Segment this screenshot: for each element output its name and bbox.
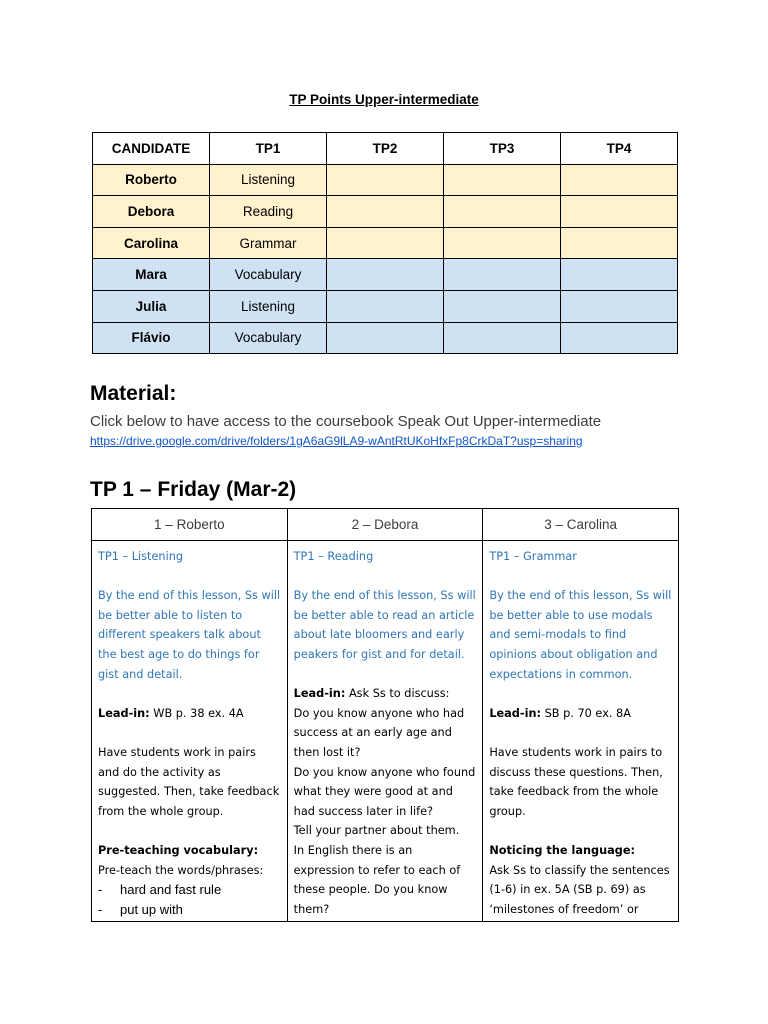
tp1-cell: Grammar	[210, 227, 327, 259]
discussion-question: Do you know anyone who found what they were good at and had success later in life?	[293, 765, 476, 818]
column-header-candidate: CANDIDATE	[93, 133, 210, 165]
discussion-instruction: Tell your partner about them.	[293, 824, 460, 838]
tp2-cell	[327, 322, 444, 354]
vocab-item: hard and fast rule	[120, 882, 222, 898]
plan-body-row	[92, 541, 679, 922]
stage-text: Ask Ss to classify the sentences (1-6) in ex. 5A (SB p. 69) as ‘milestones of freedom’ or	[489, 863, 670, 916]
candidate-name: Debora	[93, 196, 210, 228]
lead-in	[489, 704, 672, 724]
column-header-tp2: TP2	[327, 133, 444, 165]
plan-header-row	[92, 509, 679, 541]
lesson-aim: By the end of this lesson, Ss will be better able to listen to different speakers talk about the best age to do things for gist and detail.	[98, 589, 281, 681]
table-row	[93, 259, 678, 291]
lesson-title: TP1 – Reading	[293, 550, 374, 563]
lead-in-text: Ask Ss to discuss:	[345, 687, 450, 701]
lesson-title: TP1 – Grammar	[489, 550, 577, 563]
candidate-name: Roberto	[93, 164, 210, 196]
tp4-cell	[561, 290, 678, 322]
tp4-cell	[561, 196, 678, 228]
lead-in	[294, 684, 477, 704]
discussion-instruction: In English there is an expression to refer to each of these people. Do you know them?	[293, 843, 461, 916]
coursebook-link[interactable]: https://drive.google.com/drive/folders/1gA6aG9lLA9-wAntRtUKoHfxFp8CrkDaT?usp=sharing	[90, 434, 583, 448]
plan-column-header: 1 – Roberto	[92, 509, 288, 541]
lesson-aim: By the end of this lesson, Ss will be better able to use modals and semi-modals to find opinions about obligation and expectations in common.	[489, 589, 672, 681]
tp3-cell	[444, 164, 561, 196]
tp3-cell	[444, 196, 561, 228]
plan-cell-debora	[287, 541, 483, 922]
column-header-tp3: TP3	[444, 133, 561, 165]
plan-column-header: 3 – Carolina	[483, 509, 679, 541]
tp1-cell: Vocabulary	[210, 322, 327, 354]
plan-cell-roberto	[92, 541, 288, 922]
lead-in-label: Lead-in:	[293, 687, 346, 701]
procedure-text: Have students work in pairs to discuss these questions. Then, take feedback from the whole group.	[489, 745, 663, 818]
table-row	[93, 290, 678, 322]
stage-label: Pre-teaching vocabulary:	[98, 843, 259, 857]
lead-in-text: SB p. 70 ex. 8A	[541, 706, 631, 720]
candidate-name: Julia	[93, 290, 210, 322]
candidate-name: Flávio	[93, 322, 210, 354]
tp1-cell: Listening	[210, 164, 327, 196]
tp4-cell	[561, 259, 678, 291]
plan-column-header: 2 – Debora	[287, 509, 483, 541]
vocab-item: put up with	[120, 901, 183, 917]
tp1-plan-table	[91, 508, 679, 922]
tp1-cell: Reading	[210, 196, 327, 228]
table-header-row	[93, 133, 678, 165]
tp4-cell	[561, 227, 678, 259]
material-description: Click below to have access to the coursebook Speak Out Upper-intermediate	[90, 413, 602, 430]
tp-points-table	[92, 132, 678, 354]
lead-in-label: Lead-in:	[98, 706, 150, 720]
tp3-cell	[444, 259, 561, 291]
table-row	[93, 227, 678, 259]
tp1-heading: TP 1 – Friday (Mar-2)	[90, 478, 297, 501]
lead-in-label: Lead-in:	[489, 706, 542, 720]
tp3-cell	[444, 290, 561, 322]
tp4-cell	[561, 164, 678, 196]
tp2-cell	[327, 227, 444, 259]
tp1-cell: Vocabulary	[210, 259, 327, 291]
candidate-name: Mara	[93, 259, 210, 291]
tp1-cell: Listening	[210, 290, 327, 322]
candidate-name: Carolina	[93, 227, 210, 259]
tp4-cell	[561, 322, 678, 354]
document-title: TP Points Upper-intermediate	[289, 92, 479, 107]
tp3-cell	[444, 322, 561, 354]
tp2-cell	[327, 290, 444, 322]
lead-in	[98, 704, 281, 724]
lesson-aim: By the end of this lesson, Ss will be better able to read an article about late bloomers and early peakers for gist and for detail.	[293, 589, 476, 661]
lead-in-text: WB p. 38 ex. 4A	[149, 706, 244, 720]
tp3-cell	[444, 227, 561, 259]
tp2-cell	[327, 196, 444, 228]
list-item: - hard and fast rule	[98, 880, 281, 900]
plan-cell-carolina	[483, 541, 679, 922]
material-heading: Material:	[90, 382, 177, 405]
list-item: - put up with	[98, 900, 281, 920]
column-header-tp1: TP1	[210, 133, 327, 165]
discussion-question: Do you know anyone who had success at an early age and then lost it?	[293, 706, 465, 759]
lesson-title: TP1 – Listening	[98, 550, 184, 563]
procedure-text: Have students work in pairs and do the activity as suggested. Then, take feedback from the whole group.	[98, 745, 280, 818]
stage-text: Pre-teach the words/phrases:	[98, 863, 264, 877]
table-row	[93, 164, 678, 196]
tp2-cell	[327, 164, 444, 196]
table-row	[93, 322, 678, 354]
stage-label: Noticing the language:	[489, 843, 636, 857]
table-row	[93, 196, 678, 228]
column-header-tp4: TP4	[561, 133, 678, 165]
tp2-cell	[327, 259, 444, 291]
